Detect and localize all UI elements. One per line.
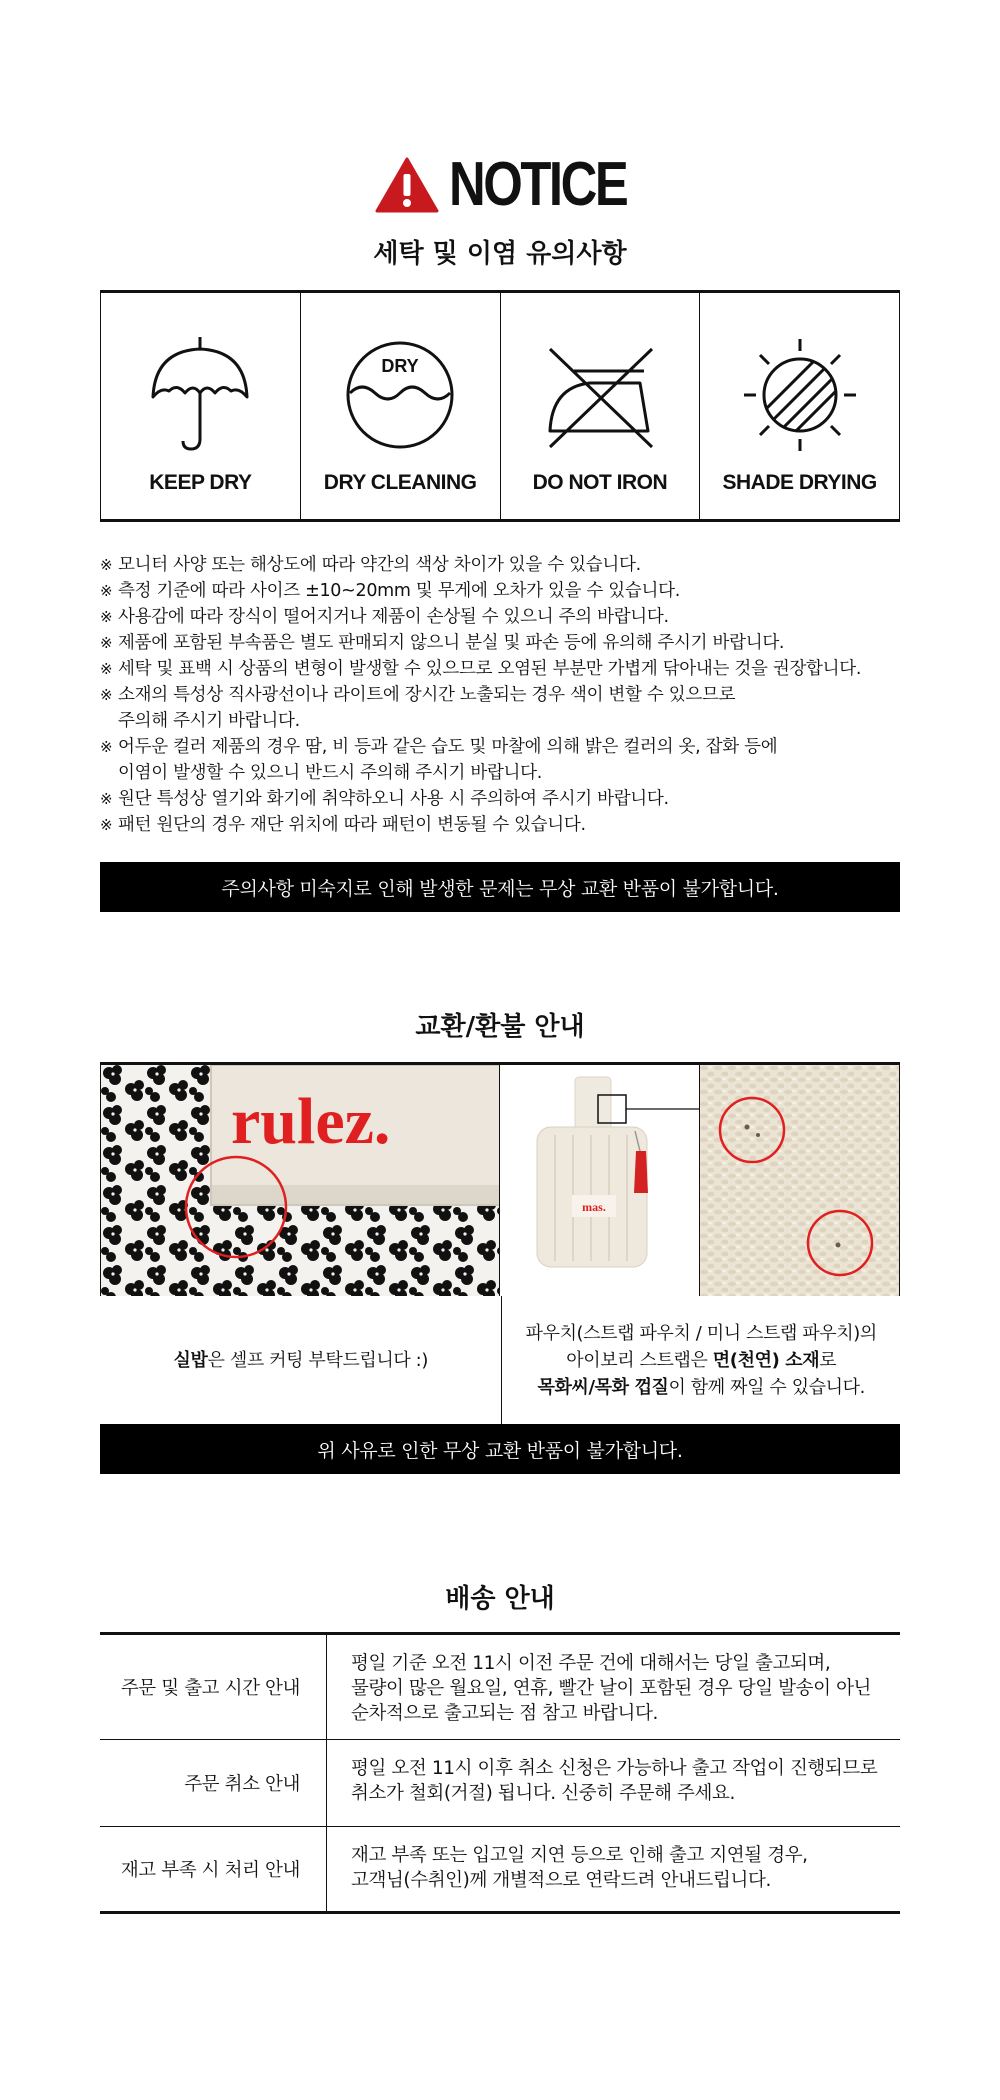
care-label-do-not-iron: DO NOT IRON <box>532 471 668 494</box>
dry-cleaning-icon <box>340 335 460 455</box>
warning-icon <box>375 157 439 213</box>
note-marker: ※ <box>100 816 113 834</box>
list-item: ※ 제품에 포함된 부속품은 별도 판매되지 않으니 분실 및 파손 등에 유의해 주시기 바랍니다. <box>100 630 920 656</box>
table-row-header: 재고 부족 시 처리 안내 <box>100 1827 327 1911</box>
table-row <box>100 1827 900 1911</box>
note-marker: ※ <box>100 556 113 574</box>
notice-title: NOTICE <box>448 150 627 219</box>
care-cell-do-not-iron <box>501 293 701 519</box>
table-row-body: 평일 오전 11시 이후 취소 신청은 가능하나 출고 작업이 진행되므로 취소가 철회(거절) 됩니다. 신중히 주문해 주세요. <box>351 1758 878 1804</box>
do-not-iron-icon <box>540 335 660 455</box>
fabric-label-image <box>101 1065 500 1296</box>
pouch-image <box>500 1065 699 1296</box>
list-item: ※ 소재의 특성상 직사광선이나 라이트에 장시간 노출되는 경우 색이 변할 수 있으므로 주의해 주시기 바랍니다. <box>100 682 920 734</box>
care-label-dry-cleaning: DRY CLEANING <box>323 471 477 494</box>
list-item: ※ 모니터 사양 또는 해상도에 따라 약간의 색상 차이가 있을 수 있습니다. <box>100 552 920 578</box>
table-row-header: 주문 취소 안내 <box>100 1740 327 1826</box>
shade-drying-icon <box>740 335 860 455</box>
umbrella-icon <box>145 335 255 455</box>
list-item: ※ 측정 기준에 따라 사이즈 ±10~20mm 및 무게에 오차가 있을 수 있습니다. <box>100 578 920 604</box>
notice-header <box>0 150 1000 220</box>
strap-closeup-photo <box>700 1065 900 1296</box>
care-label-keep-dry: KEEP DRY <box>149 471 252 494</box>
exchange-captions <box>100 1296 901 1424</box>
care-icons-panel <box>100 290 900 522</box>
list-item: ※ 세탁 및 표백 시 상품의 변형이 발생할 수 있으므로 오염된 부분만 가볍게 닦아내는 것을 권장합니다. <box>100 656 920 682</box>
shipping-title: 배송 안내 <box>445 1584 555 1614</box>
note-marker: ※ <box>100 608 113 626</box>
list-item: ※ 어두운 컬러 제품의 경우 땀, 비 등과 같은 습도 및 마찰에 의해 밝은 컬러의 옷, 잡화 등에 이염이 발생할 수 있으니 반드시 주의해 주시기 바랍니다. <box>100 734 920 786</box>
care-cell-shade-drying <box>700 293 899 519</box>
table-row-body: 평일 기준 오전 11시 이전 주문 건에 대해서는 당일 출고되며, 물량이 많은 월요일, 연휴, 빨간 날이 포함된 경우 당일 발송이 아닌 순차적으로 출고되는 점 참고 바랍니다. <box>351 1653 872 1724</box>
table-row <box>100 1740 900 1827</box>
note-marker: ※ <box>100 582 113 600</box>
table-row-body: 재고 부족 또는 입고일 지연 등으로 인해 출고 지연될 경우, 고객님(수취인)께 개별적으로 연락드려 안내드립니다. <box>351 1845 808 1891</box>
list-item: ※ 원단 특성상 열기와 화기에 취약하오니 사용 시 주의하여 주시기 바랍니다. <box>100 786 920 812</box>
care-cell-dry-cleaning <box>301 293 501 519</box>
exchange-title: 교환/환불 안내 <box>415 1012 585 1042</box>
caption-thread: 실밥은 셀프 커팅 부탁드립니다 :) <box>173 1349 428 1371</box>
note-marker: ※ <box>100 686 113 704</box>
svg-text:DRY: DRY <box>381 356 419 376</box>
strap-texture-image <box>700 1065 900 1296</box>
note-marker: ※ <box>100 738 113 756</box>
exchange-images <box>100 1062 900 1296</box>
svg-text:rulez.: rulez. <box>231 1085 391 1158</box>
table-row <box>100 1635 900 1740</box>
list-item: ※ 패턴 원단의 경우 재단 위치에 따라 패턴이 변동될 수 있습니다. <box>100 812 920 838</box>
caption-strap: 파우치(스트랩 파우치 / 미니 스트랩 파우치)의 아이보리 스트랩은 면(천연) 소재로 목화씨/목화 껍질이 함께 짜일 수 있습니다. <box>501 1296 902 1424</box>
table-row-header: 주문 및 출고 시간 안내 <box>100 1635 327 1739</box>
note-marker: ※ <box>100 790 113 808</box>
notice-warning-bar: 주의사항 미숙지로 인해 발생한 문제는 무상 교환 반품이 불가합니다. <box>100 862 900 912</box>
care-cell-keep-dry <box>101 293 301 519</box>
care-subtitle: 세탁 및 이염 유의사항 <box>373 239 627 269</box>
note-marker: ※ <box>100 634 113 652</box>
pouch-photo <box>500 1065 700 1296</box>
caution-notes-list <box>100 552 920 838</box>
exchange-warning-bar: 위 사유로 인한 무상 교환 반품이 불가합니다. <box>100 1424 900 1474</box>
care-label-shade-drying: SHADE DRYING <box>722 471 877 494</box>
shipping-table <box>100 1632 900 1914</box>
list-item: ※ 사용감에 따라 장식이 떨어지거나 제품이 손상될 수 있으니 주의 바랍니다. <box>100 604 920 630</box>
note-marker: ※ <box>100 660 113 678</box>
svg-text:mas.: mas. <box>582 1200 606 1214</box>
fabric-label-photo <box>101 1065 500 1296</box>
